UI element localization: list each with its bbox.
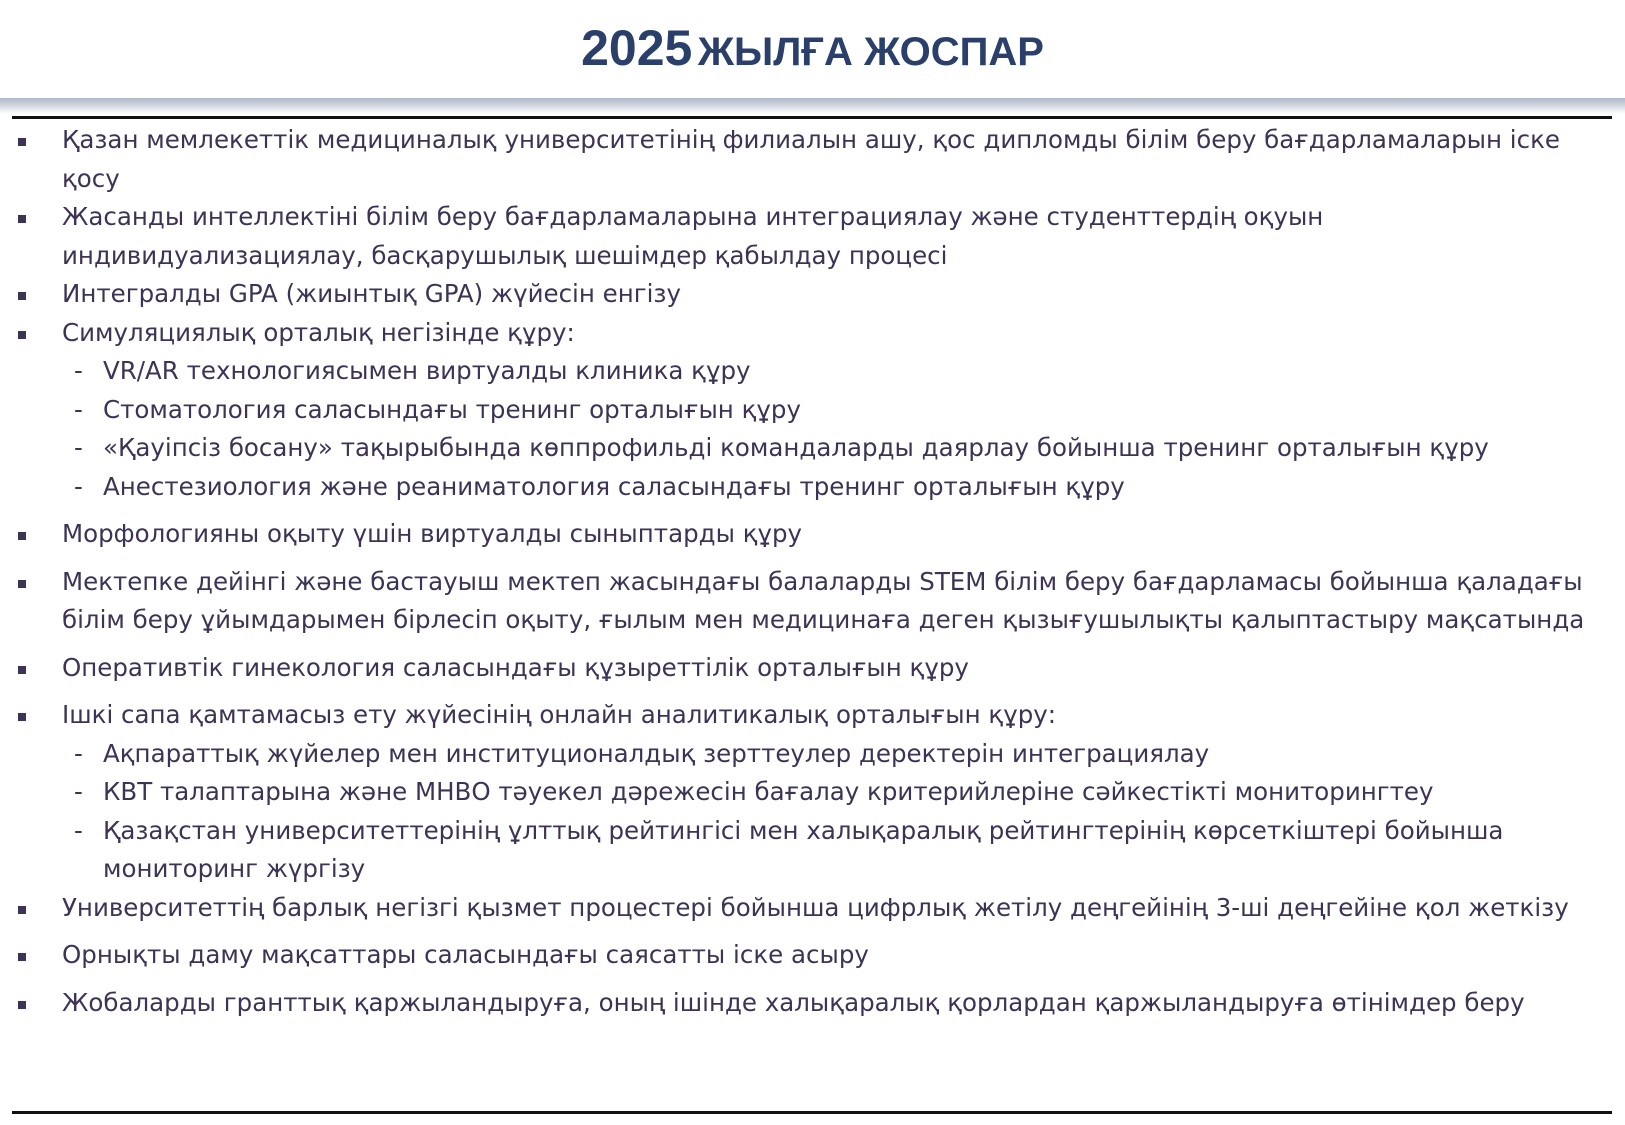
square-bullet-icon <box>18 331 26 339</box>
plan-item-text: Жобаларды гранттық қаржыландыруға, оның ішінде халықаралық қорлардан қаржыландыруға өтінімдер беру <box>62 987 1525 1017</box>
title-shadow-divider <box>0 98 1625 114</box>
title-year: 2025 <box>581 20 693 76</box>
square-bullet-icon <box>18 666 26 674</box>
plan-item <box>0 889 1625 928</box>
bottom-rule <box>12 1111 1612 1114</box>
dash-bullet-icon: - <box>74 777 83 806</box>
plan-item-text: Мектепке дейінгі және бастауыш мектеп жасындағы балаларды STEM білім беру бағдарламасы бойынша қаладағы білім беру ұйымдарымен бірлесіп оқыту, ғылым мен медицинаға деген қызығушылықты қалыптастыру мақсатында <box>62 566 1585 634</box>
sub-item-text: Анестезиология және реаниматология саласындағы тренинг орталығын құру <box>103 471 1125 501</box>
sub-list <box>0 352 1625 506</box>
sub-item-text: Стоматология саласындағы тренинг орталығын құру <box>103 394 801 424</box>
plan-item <box>0 198 1625 275</box>
plan-item-text: Жасанды интеллектіні білім беру бағдарламаларына интеграциялау және студенттердің оқуын индивидуализациялау, басқарушылық шешімдер қабылдау процесі <box>62 202 1324 270</box>
plan-list <box>0 121 1625 1022</box>
plan-item-text: Ішкі сапа қамтамасыз ету жүйесінің онлайн аналитикалық орталығын құру: <box>62 700 1056 729</box>
plan-item <box>0 121 1625 198</box>
plan-item <box>0 563 1625 640</box>
sub-item-text: VR/AR технологиясымен виртуалды клиника құру <box>103 356 751 385</box>
plan-item <box>0 515 1625 554</box>
plan-item <box>0 649 1625 688</box>
sub-item-text: Қазақстан университеттерінің ұлттық рейтингісі мен халықаралық рейтингтерінің көрсеткіштері бойынша мониторинг жүргізу <box>103 815 1504 883</box>
square-bullet-icon <box>18 292 26 300</box>
sub-item <box>0 429 1625 468</box>
square-bullet-icon <box>18 953 26 961</box>
plan-item <box>0 696 1625 735</box>
plan-item <box>0 936 1625 975</box>
square-bullet-icon <box>18 532 26 540</box>
sub-item-text: Ақпараттық жүйелер мен институционалдық зерттеулер деректерін интеграциялау <box>103 738 1210 768</box>
square-bullet-icon <box>18 713 26 721</box>
sub-item <box>0 391 1625 430</box>
top-rule <box>12 116 1612 119</box>
sub-item <box>0 773 1625 812</box>
dash-bullet-icon: - <box>74 471 83 501</box>
dash-bullet-icon: - <box>74 433 83 462</box>
plan-item <box>0 275 1625 314</box>
title-band <box>0 0 1625 100</box>
square-bullet-icon <box>18 138 26 146</box>
sub-item <box>0 812 1625 889</box>
sub-item <box>0 735 1625 774</box>
sub-item-text: КВТ талаптарына және МНВО тәуекел дәрежесін бағалау критерийлеріне сәйкестікті мониторингтеу <box>103 777 1434 806</box>
square-bullet-icon <box>18 580 26 588</box>
plan-item-text: Университеттің барлық негізгі қызмет процестері бойынша цифрлық жетілу деңгейінің 3-ші деңгейіне қол жеткізу <box>62 892 1569 922</box>
square-bullet-icon <box>18 215 26 223</box>
sub-list <box>0 735 1625 889</box>
plan-item-text: Симуляциялық орталық негізінде құру: <box>62 317 575 347</box>
dash-bullet-icon: - <box>74 394 83 424</box>
sub-item-text: «Қауіпсіз босану» тақырыбында көппрофильді командаларды даярлау бойынша тренинг орталығын құру <box>103 433 1489 462</box>
plan-item-text: Оперативтік гинекология саласындағы құзыреттілік орталығын құру <box>62 652 969 682</box>
sub-item <box>0 468 1625 507</box>
plan-item <box>0 314 1625 353</box>
dash-bullet-icon: - <box>74 738 83 768</box>
page-title <box>0 18 1625 90</box>
plan-item-text: Морфологияны оқыту үшін виртуалды сыныптарды құру <box>62 519 803 548</box>
plan-item-text: Қазан мемлекеттік медициналық университетінің филиалын ашу, қос дипломды білім беру бағдарламаларын іске қосу <box>62 125 1560 193</box>
dash-bullet-icon: - <box>74 356 83 385</box>
plan-item <box>0 984 1625 1023</box>
dash-bullet-icon: - <box>74 815 83 845</box>
plan-item-text: Орнықты даму мақсаттары саласындағы саясатты іске асыру <box>62 940 869 969</box>
title-text: ЖЫЛҒА ЖОСПАР <box>697 30 1044 74</box>
square-bullet-icon <box>18 906 26 914</box>
sub-item <box>0 352 1625 391</box>
square-bullet-icon <box>18 1001 26 1009</box>
plan-item-text: Интегралды GPA (жиынтық GPA) жүйесін енгізу <box>62 279 681 308</box>
